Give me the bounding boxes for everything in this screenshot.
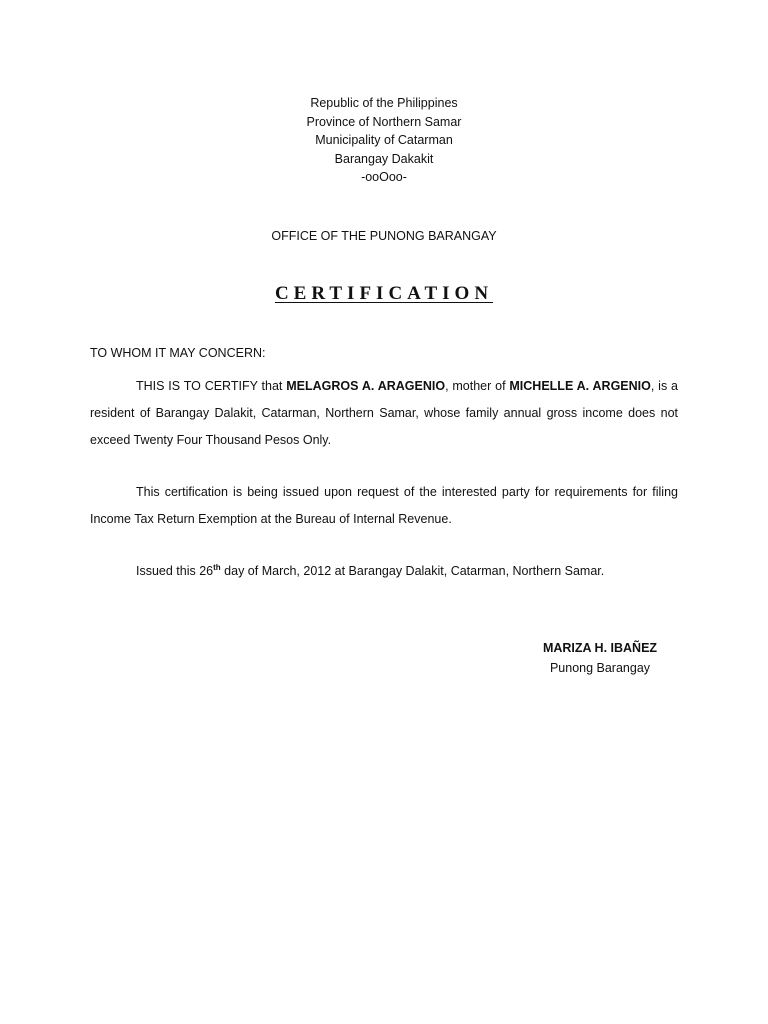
- paragraph-text: , is a resident of Barangay Dalakit, Catarman, Northern Samar, whose family annual gross income does not exceed Twenty Four Thousand Pesos Only.: [90, 379, 678, 447]
- salutation: TO WHOM IT MAY CONCERN:: [90, 346, 266, 360]
- paragraph-text: Issued this 26: [136, 564, 214, 578]
- paragraph-text: THIS IS TO CERTIFY that: [136, 379, 287, 393]
- signatory-name: MARIZA H. IBAÑEZ: [542, 641, 658, 655]
- certification-paragraph: [90, 373, 678, 454]
- document-title: CERTIFICATION: [274, 283, 494, 304]
- issued-paragraph: [90, 558, 678, 585]
- subject-name: MELAGROS A. ARAGENIO: [286, 379, 446, 393]
- purpose-paragraph: This certification is being issued upon request of the interested party for requirements for filing Income Tax Return Exemption at the Bureau of Internal Revenue.: [90, 485, 678, 526]
- letterhead: [0, 94, 768, 187]
- letterhead-country: Republic of the Philippines: [310, 96, 458, 110]
- signatory-position: Punong Barangay: [549, 661, 651, 675]
- child-name: MICHELLE A. ARGENIO: [509, 379, 651, 393]
- letterhead-ornament: -ooOoo-: [361, 170, 407, 184]
- paragraph-text: day of March, 2012 at Barangay Dalakit, Catarman, Northern Samar.: [220, 564, 605, 578]
- office-heading: OFFICE OF THE PUNONG BARANGAY: [271, 229, 497, 243]
- ordinal-suffix: th: [213, 563, 221, 572]
- letterhead-municipality: Municipality of Catarman: [315, 133, 453, 147]
- signature-block: [530, 638, 670, 678]
- paragraph-text: , mother of: [445, 379, 510, 393]
- letterhead-province: Province of Northern Samar: [306, 114, 462, 129]
- letterhead-barangay: Barangay Dakakit: [334, 151, 434, 166]
